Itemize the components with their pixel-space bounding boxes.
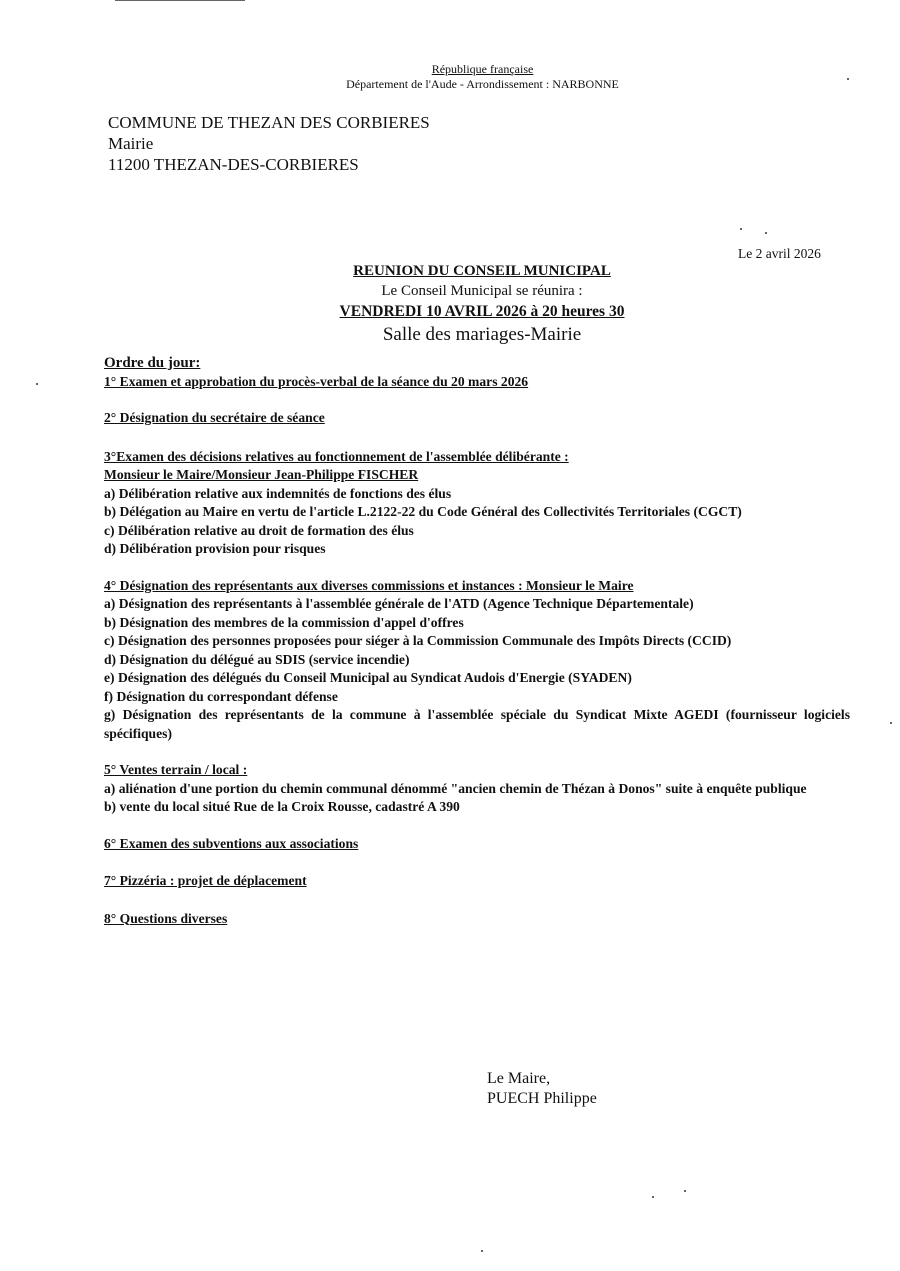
meeting-location: Salle des mariages-Mairie	[382, 324, 582, 345]
office-name: Mairie	[108, 134, 154, 153]
agenda-item-3b: b) Délégation au Maire en vertu de l'article L.2122-22 du Code Général des Collectivités Territoriales (CGCT)	[104, 504, 742, 519]
agenda-item-4e: e) Désignation des délégués du Conseil Municipal au Syndicat Audois d'Energie (SYADEN)	[104, 670, 632, 685]
meeting-datetime: VENDREDI 10 AVRIL 2026 à 20 heures 30	[339, 303, 625, 320]
agenda-item-4c: c) Désignation des personnes proposées pour siéger à la Commission Communale des Impôts Directs (CCID)	[104, 633, 732, 648]
agenda-item-3d: d) Délibération provision pour risques	[104, 541, 326, 556]
agenda-item-3c: c) Délibération relative au droit de formation des élus	[104, 522, 414, 538]
agenda-item-3-rapporteur: Monsieur le Maire/Monsieur Jean-Philippe FISCHER	[104, 467, 419, 482]
agenda-item-4g: g) Désignation des représentants de la commune à l'assemblée spéciale du Syndicat Mixte AGEDI (fournisseur logiciels spécifiques)	[104, 707, 850, 741]
republic-label: République française	[431, 62, 534, 76]
meeting-block	[270, 262, 694, 347]
agenda-item-4a: a) Désignation des représentants à l'assemblée générale de l'ATD (Agence Technique Départementale)	[104, 596, 694, 611]
agenda-item-5b: b) vente du local situé Rue de la Croix Rousse, cadastré A 390	[104, 799, 460, 814]
agenda-item-2: 2° Désignation du secrétaire de séance	[104, 410, 325, 425]
meeting-title: REUNION DU CONSEIL MUNICIPAL	[353, 263, 611, 279]
signature-block	[487, 1069, 597, 1109]
scan-speck	[740, 228, 742, 230]
scan-speck	[481, 1250, 483, 1252]
meeting-subtitle: Le Conseil Municipal se réunira :	[381, 283, 583, 299]
agenda-item-5-heading: 5° Ventes terrain / local :	[104, 762, 248, 777]
signature-role: Le Maire,	[487, 1070, 551, 1087]
scan-edge-line	[115, 0, 245, 1]
agenda-item-7: 7° Pizzéria : projet de déplacement	[104, 873, 307, 888]
scan-speck	[652, 1196, 654, 1198]
agenda-item-3a: a) Délibération relative aux indemnités de fonctions des élus	[104, 485, 452, 501]
address-block	[108, 112, 430, 175]
scan-speck	[36, 383, 38, 385]
agenda-item-4b: b) Désignation des membres de la commission d'appel d'offres	[104, 614, 464, 630]
agenda-item-6: 6° Examen des subventions aux associations	[104, 835, 359, 851]
agenda-item-4-heading: 4° Désignation des représentants aux diverses commissions et instances : Monsieur le Maire	[104, 577, 634, 593]
department-label: Département de l'Aude - Arrondissement : NARBONNE	[346, 77, 619, 91]
scan-speck	[890, 722, 892, 724]
agenda	[104, 354, 850, 928]
header	[330, 62, 635, 92]
agenda-item-3-heading: 3°Examen des décisions relatives au fonctionnement de l'assemblée délibérante :	[104, 448, 569, 464]
scan-speck	[847, 78, 849, 80]
city-line: 11200 THEZAN-DES-CORBIERES	[108, 155, 359, 174]
commune-name: COMMUNE DE THEZAN DES CORBIERES	[108, 113, 430, 132]
signature-name: PUECH Philippe	[487, 1090, 597, 1107]
document-date: Le 2 avril 2026	[738, 246, 821, 261]
agenda-item-4f: f) Désignation du correspondant défense	[104, 688, 338, 704]
agenda-item-8: 8° Questions diverses	[104, 910, 228, 926]
agenda-item-5a: a) aliénation d'une portion du chemin communal dénommé "ancien chemin de Thézan à Donos" suite à enquête publique	[104, 780, 807, 796]
agenda-label: Ordre du jour:	[104, 355, 201, 371]
scan-speck	[684, 1190, 686, 1192]
agenda-item-4d: d) Désignation du délégué au SDIS (service incendie)	[104, 651, 410, 667]
scan-speck	[765, 232, 767, 234]
agenda-item-1: 1° Examen et approbation du procès-verbal de la séance du 20 mars 2026	[104, 373, 529, 389]
